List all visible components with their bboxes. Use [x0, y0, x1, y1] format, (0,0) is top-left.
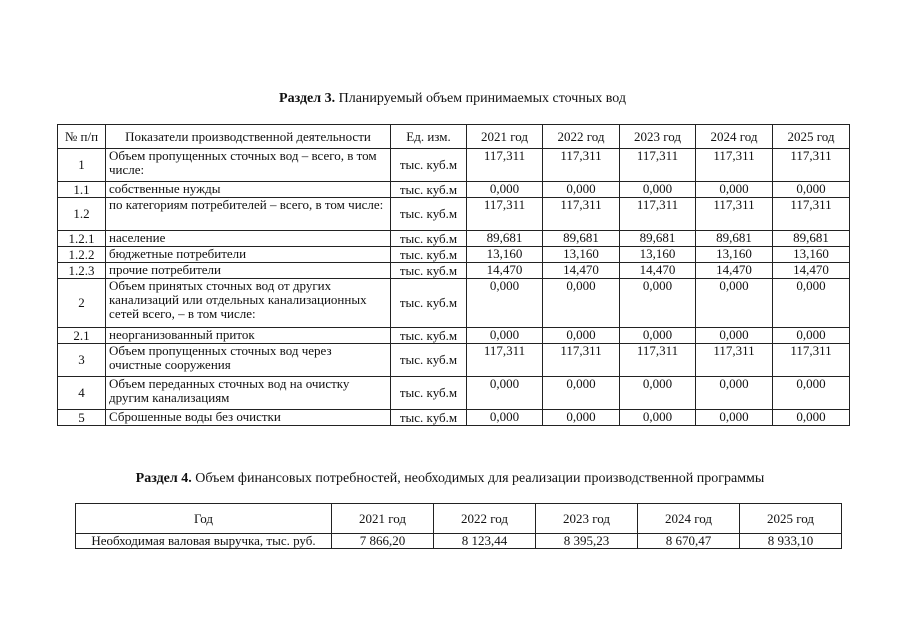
- row-unit: тыс. куб.м: [391, 247, 467, 263]
- row-value-2023: 14,470: [620, 263, 696, 279]
- row-value-2025: 89,681: [773, 231, 850, 247]
- header-unit: Ед. изм.: [391, 125, 467, 149]
- row-value-2023: 0,000: [620, 410, 696, 426]
- section-3-title-text: Планируемый объем принимаемых сточных вод: [335, 91, 626, 106]
- row-unit: тыс. куб.м: [391, 279, 467, 328]
- row-value-2022: 117,311: [543, 198, 620, 231]
- table-body: [58, 149, 850, 426]
- row-value-2021: 89,681: [467, 231, 543, 247]
- row-value-2023: 117,311: [620, 198, 696, 231]
- row-value-2024: 117,311: [696, 149, 773, 182]
- row-unit: тыс. куб.м: [391, 328, 467, 344]
- row-value-2021: 0,000: [467, 182, 543, 198]
- value-2021: 7 866,20: [332, 534, 434, 549]
- value-2023: 8 395,23: [536, 534, 638, 549]
- header-2024: 2024 год: [696, 125, 773, 149]
- row-value-2023: 0,000: [620, 377, 696, 410]
- section-3-title: [0, 91, 905, 107]
- row-unit: тыс. куб.м: [391, 344, 467, 377]
- row-indicator: Объем пропущенных сточных вод – всего, в том числе:: [106, 149, 391, 182]
- row-indicator: неорганизованный приток: [106, 328, 391, 344]
- table-row: [58, 198, 850, 231]
- row-indicator: по категориям потребителей – всего, в том числе:: [106, 198, 391, 231]
- header-2023: 2023 год: [620, 125, 696, 149]
- table-row: [76, 534, 842, 549]
- row-value-2022: 0,000: [543, 410, 620, 426]
- row-indicator: прочие потребители: [106, 263, 391, 279]
- row-value-2022: 14,470: [543, 263, 620, 279]
- header-2021: 2021 год: [332, 504, 434, 534]
- row-value-2025: 0,000: [773, 410, 850, 426]
- row-indicator: Объем переданных сточных вод на очистку другим канализациям: [106, 377, 391, 410]
- row-value-2023: 117,311: [620, 149, 696, 182]
- row-number: 1.2.2: [58, 247, 106, 263]
- table-row: [58, 279, 850, 328]
- row-value-2022: 13,160: [543, 247, 620, 263]
- row-indicator: собственные нужды: [106, 182, 391, 198]
- header-2022: 2022 год: [434, 504, 536, 534]
- row-indicator: Объем пропущенных сточных вод через очистные сооружения: [106, 344, 391, 377]
- row-value-2024: 117,311: [696, 344, 773, 377]
- header-year: Год: [76, 504, 332, 534]
- row-value-2021: 0,000: [467, 410, 543, 426]
- row-unit: тыс. куб.м: [391, 149, 467, 182]
- row-unit: тыс. куб.м: [391, 231, 467, 247]
- header-2021: 2021 год: [467, 125, 543, 149]
- row-label: Необходимая валовая выручка, тыс. руб.: [76, 534, 332, 549]
- row-value-2024: 0,000: [696, 410, 773, 426]
- row-unit: тыс. куб.м: [391, 410, 467, 426]
- row-value-2025: 0,000: [773, 279, 850, 328]
- row-value-2024: 0,000: [696, 377, 773, 410]
- row-unit: тыс. куб.м: [391, 263, 467, 279]
- row-value-2021: 0,000: [467, 328, 543, 344]
- row-value-2023: 13,160: [620, 247, 696, 263]
- row-value-2021: 117,311: [467, 149, 543, 182]
- header-2024: 2024 год: [638, 504, 740, 534]
- table-header-row: [76, 504, 842, 534]
- row-value-2025: 13,160: [773, 247, 850, 263]
- row-value-2022: 0,000: [543, 182, 620, 198]
- row-value-2024: 0,000: [696, 182, 773, 198]
- row-value-2023: 0,000: [620, 279, 696, 328]
- row-value-2024: 0,000: [696, 328, 773, 344]
- row-unit: тыс. куб.м: [391, 198, 467, 231]
- row-unit: тыс. куб.м: [391, 377, 467, 410]
- header-indicator: Показатели производственной деятельности: [106, 125, 391, 149]
- row-number: 1.2.1: [58, 231, 106, 247]
- row-value-2025: 117,311: [773, 198, 850, 231]
- header-num: № п/п: [58, 125, 106, 149]
- row-value-2022: 0,000: [543, 377, 620, 410]
- row-indicator: Объем принятых сточных вод от других канализаций или отдельных канализационных сетей всего, – в том числе:: [106, 279, 391, 328]
- header-2023: 2023 год: [536, 504, 638, 534]
- row-value-2021: 0,000: [467, 279, 543, 328]
- row-number: 1.2.3: [58, 263, 106, 279]
- row-number: 1.1: [58, 182, 106, 198]
- table-row: [58, 410, 850, 426]
- value-2025: 8 933,10: [740, 534, 842, 549]
- table-row: [58, 377, 850, 410]
- row-value-2024: 117,311: [696, 198, 773, 231]
- row-value-2025: 0,000: [773, 377, 850, 410]
- table-row: [58, 231, 850, 247]
- table-row: [58, 149, 850, 182]
- section-4-title-bold: Раздел 4.: [135, 471, 192, 486]
- header-2022: 2022 год: [543, 125, 620, 149]
- row-value-2021: 13,160: [467, 247, 543, 263]
- section-4-title: [0, 471, 900, 487]
- row-value-2022: 0,000: [543, 328, 620, 344]
- value-2024: 8 670,47: [638, 534, 740, 549]
- section-4-title-text: Объем финансовых потребностей, необходимых для реализации производственной программы: [191, 471, 765, 486]
- row-value-2023: 0,000: [620, 328, 696, 344]
- row-value-2022: 89,681: [543, 231, 620, 247]
- row-indicator: население: [106, 231, 391, 247]
- row-number: 1: [58, 149, 106, 182]
- row-number: 2: [58, 279, 106, 328]
- table-header-row: [58, 125, 850, 149]
- row-value-2024: 89,681: [696, 231, 773, 247]
- value-2022: 8 123,44: [434, 534, 536, 549]
- row-value-2023: 117,311: [620, 344, 696, 377]
- row-value-2022: 117,311: [543, 149, 620, 182]
- row-value-2021: 0,000: [467, 377, 543, 410]
- table-row: [58, 263, 850, 279]
- wastewater-volume-table: [57, 124, 850, 426]
- section-3-title-bold: Раздел 3.: [279, 91, 336, 106]
- row-value-2024: 14,470: [696, 263, 773, 279]
- row-indicator: Сброшенные воды без очистки: [106, 410, 391, 426]
- table-row: [58, 328, 850, 344]
- row-number: 3: [58, 344, 106, 377]
- row-value-2025: 117,311: [773, 344, 850, 377]
- row-value-2025: 0,000: [773, 328, 850, 344]
- row-value-2022: 0,000: [543, 279, 620, 328]
- table-row: [58, 247, 850, 263]
- row-number: 4: [58, 377, 106, 410]
- row-indicator: бюджетные потребители: [106, 247, 391, 263]
- header-2025: 2025 год: [773, 125, 850, 149]
- row-value-2021: 117,311: [467, 344, 543, 377]
- header-2025: 2025 год: [740, 504, 842, 534]
- row-number: 1.2: [58, 198, 106, 231]
- row-unit: тыс. куб.м: [391, 182, 467, 198]
- row-value-2024: 0,000: [696, 279, 773, 328]
- row-value-2025: 117,311: [773, 149, 850, 182]
- row-number: 2.1: [58, 328, 106, 344]
- row-value-2024: 13,160: [696, 247, 773, 263]
- row-value-2023: 0,000: [620, 182, 696, 198]
- row-value-2021: 117,311: [467, 198, 543, 231]
- row-number: 5: [58, 410, 106, 426]
- row-value-2023: 89,681: [620, 231, 696, 247]
- table-row: [58, 182, 850, 198]
- row-value-2022: 117,311: [543, 344, 620, 377]
- row-value-2021: 14,470: [467, 263, 543, 279]
- financial-needs-table: [75, 503, 842, 549]
- table-row: [58, 344, 850, 377]
- row-value-2025: 14,470: [773, 263, 850, 279]
- row-value-2025: 0,000: [773, 182, 850, 198]
